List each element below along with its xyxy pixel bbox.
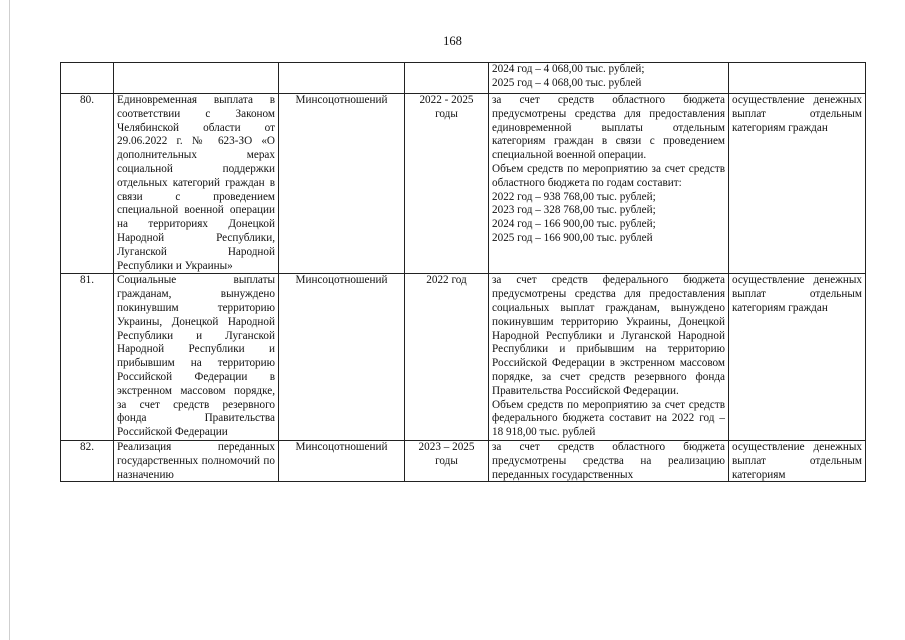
funding-summary: Объем средств по мероприятию за счет средств федерального бюджета составит на 2022 год – 18 918,00 тыс. рублей <box>492 398 725 439</box>
funding-line: 2023 год – 328 768,00 тыс. рублей; <box>492 204 656 217</box>
cell-name <box>114 440 279 481</box>
cell-executor: Минсоцотношений <box>279 274 405 441</box>
table-row-80 <box>61 94 866 274</box>
table-row-continuation <box>61 63 866 94</box>
funding-line: 2025 год – 166 900,00 тыс. рублей <box>492 231 653 244</box>
cell-name: Единовременная выплата в соответствии с Законом Челябинской области от 29.06.2022 г. № 623-ЗО «О дополнительных мерах социальной поддержки отдельных категорий граждан в связи с проведением специальной военной операции на территориях Донецкой Народной Республики, Луганской Народной Республики и Украины» <box>114 94 279 274</box>
cell-result: осуществление денежных выплат отдельным категориям граждан <box>729 274 866 441</box>
funding-text: за счет средств областного бюджета предусмотрены средства на реализацию переданных государственных <box>492 440 725 481</box>
cell-result-text: осуществление денежных выплат отдельным категориям <box>732 440 862 481</box>
table-row-81 <box>61 274 866 441</box>
cell-funding <box>489 94 729 274</box>
cell-number: 80. <box>61 94 114 274</box>
cell-period: 2022 - 2025 годы <box>405 94 489 274</box>
cell-funding <box>489 274 729 441</box>
funding-text: за счет средств областного бюджета предусмотрены средства для предоставления единовременной выплаты отдельным категориям граждан в связи с проведением специальной военной операции. <box>492 94 725 162</box>
cell-executor: Минсоцотношений <box>279 94 405 274</box>
cell-funding <box>489 440 729 481</box>
funding-line: 2025 год – 4 068,00 тыс. рублей <box>492 76 642 89</box>
cell-executor: Минсоцотношений <box>279 440 405 481</box>
cell-number <box>61 63 114 94</box>
cell-number: 81. <box>61 274 114 441</box>
cell-period: 2022 год <box>405 274 489 441</box>
cell-period <box>405 63 489 94</box>
measures-table <box>60 62 866 482</box>
table-row-82 <box>61 440 866 481</box>
cell-executor <box>279 63 405 94</box>
cell-name-text: Реализация переданных государственных полномочий по назначению <box>117 440 275 481</box>
cell-result <box>729 440 866 481</box>
cell-name <box>114 63 279 94</box>
cell-number: 82. <box>61 440 114 481</box>
funding-line: 2024 год – 4 068,00 тыс. рублей; <box>492 63 645 75</box>
cell-result: осуществление денежных выплат отдельным категориям граждан <box>729 94 866 274</box>
cell-period: 2023 – 2025 годы <box>405 440 489 481</box>
funding-line: 2022 год – 938 768,00 тыс. рублей; <box>492 190 656 203</box>
cell-name: Социальные выплаты гражданам, вынуждено покинувшим территорию Украины, Донецкой Народной Республики и Луганской Народной Республики и прибывшим на территорию Российской Федерации в экстренном массовом порядке, за счет средств резервного фонда Правительства Российской Федерации <box>114 274 279 441</box>
funding-text: за счет средств федерального бюджета предусмотрены средства для предоставления социальных выплат гражданам, вынуждено покинувшим территорию Украины, Донецкой Народной Республики и Луганской Народной Республики и прибывшим на территорию Российской Федерации в экстренном массовом порядке, за счет средств резервного фонда Правительства Российской Федерации. <box>492 274 725 397</box>
funding-line: 2024 год – 166 900,00 тыс. рублей; <box>492 218 656 231</box>
cell-result <box>729 63 866 94</box>
page-edge-line <box>9 0 10 640</box>
page-number: 168 <box>443 34 462 48</box>
cell-funding <box>489 63 729 94</box>
funding-summary: Объем средств по мероприятию за счет средств областного бюджета по годам составит: <box>492 162 725 189</box>
